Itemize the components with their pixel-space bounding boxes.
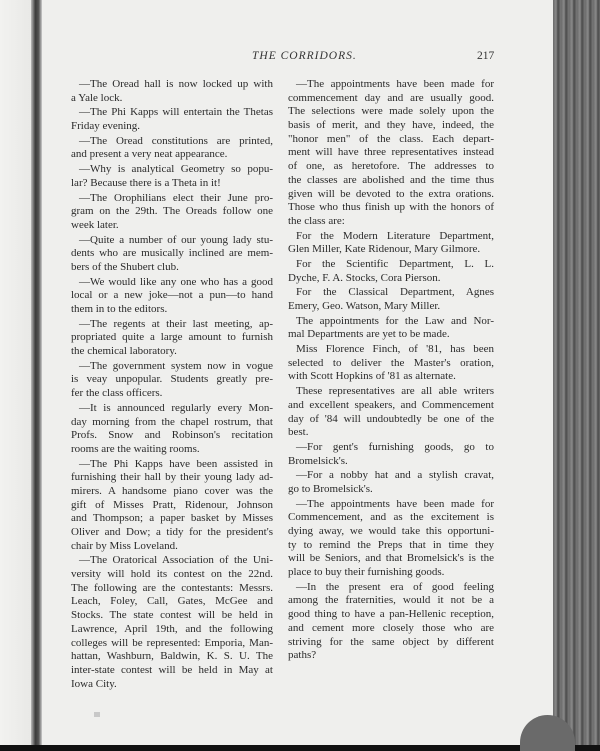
text-line: gram on the 29th. The Oreads follow one [71, 205, 273, 218]
left-column [71, 78, 273, 692]
text-line: —The government system now in vogue [79, 359, 273, 372]
text-line: Those who thus finish up with the honors of [288, 201, 494, 214]
text-line: mal Departments are yet to be made. [288, 328, 450, 341]
paragraph [288, 469, 494, 496]
paragraph [71, 135, 273, 162]
text-line: Glen Miller, Kate Ridenour, Mary Gilmore. [288, 243, 481, 256]
text-line: Lawrence, April 19th, and the following [71, 622, 273, 635]
text-line: inter-state contest will be held in May at [71, 663, 273, 676]
paragraph [71, 234, 273, 275]
paragraph [71, 163, 273, 190]
text-line: go to Bromelsick's. [288, 482, 373, 495]
text-line: local or a new joke—not a pun—to hand [71, 289, 273, 302]
text-line: —The Orophilians elect their June pro- [79, 191, 273, 204]
text-line: The following are the contestants: Messrs. [71, 581, 273, 594]
text-line: furnishing their hall by their young lady ad- [71, 471, 273, 484]
text-line: paths? [288, 649, 317, 662]
text-line: will be Seniors, and that Bromelsick's is the [288, 552, 494, 565]
text-line: colleges will be represented: Emporia, Man- [71, 636, 273, 649]
paragraph [71, 192, 273, 233]
text-line: —The Oread constitutions are printed, [79, 134, 273, 147]
text-line: —For a nobby hat and a stylish cravat, [296, 469, 494, 482]
page-number: 217 [477, 50, 495, 62]
text-line: and cement more closely those who are [288, 621, 494, 634]
text-line: —For gent's furnishing goods, go to [296, 440, 494, 453]
text-line: mirers. A handsome piano cover was the [71, 484, 273, 497]
text-line: Bromelsick's. [288, 454, 348, 467]
text-line: the chemical laboratory. [71, 345, 177, 358]
text-line: good thing to have a pan-Hellenic reception, [288, 608, 494, 621]
text-line: —The Oratorical Association of the Uni- [79, 554, 273, 567]
text-line: For the Scientific Department, L. L. [296, 257, 494, 270]
text-line: Oliver and Dow; a tidy for the president's [71, 526, 273, 538]
text-line: —Quite a number of our young lady stu- [79, 233, 273, 246]
paragraph [71, 318, 273, 359]
text-line: —The regents at their last meeting, ap- [79, 317, 273, 330]
text-line: For the Modern Literature Department, [296, 229, 494, 242]
text-line: Iowa City. [71, 677, 117, 690]
text-line: hattan, Washburn, Baldwin, K. S. U. The [71, 650, 273, 663]
text-line: versity will hold its contest on the 22nd. [71, 568, 273, 581]
text-line: —The Phi Kapps have been assisted in [79, 457, 273, 470]
right-column [288, 78, 494, 664]
page-header [42, 50, 554, 66]
text-line: with Scott Hopkins of '81 as alternate. [288, 370, 456, 383]
paragraph [71, 276, 273, 317]
text-line: —The appointments have been made for [296, 78, 494, 90]
text-line: Friday evening. [71, 120, 141, 133]
paragraph [288, 581, 494, 663]
text-line: —The Oread hall is now locked up with [79, 78, 273, 90]
paragraph [288, 230, 494, 257]
text-line: bers of the Shubert club. [71, 260, 179, 273]
paragraph [71, 402, 273, 457]
text-line: day of '84 will undoubtedly be one of the [288, 412, 494, 425]
text-line: best. [288, 426, 309, 439]
page-smudge [94, 712, 100, 717]
facing-page-edge [0, 0, 33, 745]
paragraph [71, 106, 273, 133]
text-line: The selections were made solely upon the [288, 105, 494, 118]
text-line: and present a very neat appearance. [71, 148, 228, 161]
text-line: The appointments for the Law and Nor- [296, 314, 494, 327]
paragraph [288, 498, 494, 580]
text-line: —The appointments have been made for [296, 497, 494, 510]
text-line: —We would like any one who has a good [79, 275, 273, 288]
paragraph [288, 315, 494, 342]
text-line: —In the present era of good feeling [296, 580, 494, 593]
paragraph [288, 78, 494, 229]
text-line: and excellent speakers, and Commencement [288, 398, 494, 411]
text-line: day morning from the chapel rostrum, that [71, 415, 273, 428]
paragraph [71, 78, 273, 105]
text-line: commencement day and are usually good. [288, 91, 494, 104]
book-gutter [31, 0, 42, 745]
text-line: gift of Misses Pratt, Ridenour, Johnson [71, 498, 273, 511]
text-line: Commencement, and as the excitement is [288, 511, 494, 524]
text-line: is veay unpopular. Students greatly pre- [71, 373, 273, 386]
text-line: selected to deliver the Master's oration, [288, 356, 494, 369]
paragraph [288, 441, 494, 468]
text-line: chair by Miss Loveland. [71, 539, 178, 552]
running-title: THE CORRIDORS. [252, 50, 357, 62]
text-line: —Why is analytical Geometry so popu- [79, 163, 273, 176]
text-line: ment will have three representatives instead [288, 146, 494, 159]
text-line: "honor men" of the class. Each depart- [288, 132, 494, 145]
text-line: the classes are abolished and the time thus [288, 173, 494, 186]
text-line: lar? Because there is a Theta in it! [71, 176, 221, 189]
text-line: striving for the same object by different [288, 635, 494, 648]
page-stack-edge [553, 0, 600, 745]
scan-bottom-border [0, 745, 600, 751]
text-line: propriated quite a large amount to furnish [71, 331, 273, 344]
paragraph [288, 343, 494, 384]
text-line: For the Classical Department, Agnes [296, 286, 494, 299]
text-line: place to buy their furnishing goods. [288, 566, 445, 579]
paragraph [288, 258, 494, 285]
text-line: Profs. Snow and Robinson's recitation [71, 429, 273, 442]
text-line: week later. [71, 218, 119, 231]
text-line: among the fraternities, would it not be a [288, 594, 494, 607]
text-line: —The Phi Kapps will entertain the Thetas [79, 106, 273, 119]
paragraph [71, 554, 273, 691]
text-line: and Thompson; a paper basket by Misses [71, 512, 273, 525]
text-line: the class are: [288, 214, 345, 227]
text-line: Dyche, F. A. Stocks, Cora Pierson. [288, 271, 441, 284]
text-line: ty to remind the Preps that in time they [288, 538, 494, 551]
paragraph [71, 360, 273, 401]
text-line: dying away, we would take this opportuni- [288, 525, 494, 537]
text-line: of one, as heretofore. The addresses to [288, 160, 494, 173]
text-line: fer the class officers. [71, 387, 163, 400]
text-line: them in to the editors. [71, 303, 168, 315]
paragraph [288, 286, 494, 313]
text-line: Stocks. The state contest will be held in [71, 609, 273, 622]
text-line: given will be devoted to the extra orations. [288, 187, 494, 200]
text-line: —It is announced regularly every Mon- [79, 401, 273, 414]
paragraph [71, 458, 273, 554]
text-line: Emery, Geo. Watson, Mary Miller. [288, 300, 441, 312]
paragraph [288, 385, 494, 440]
text-line: Miss Florence Finch, of '81, has been [296, 343, 494, 356]
text-line: These representatives are all able writers [296, 385, 494, 398]
text-line: dents who are musically inclined are mem- [71, 247, 273, 260]
text-line: rooms are the waiting rooms. [71, 442, 200, 455]
text-line: basis of merit, and they have, indeed, the [288, 119, 494, 132]
text-line: a Yale lock. [71, 91, 123, 104]
text-line: Leach, Foley, Call, Gates, McGee and [71, 595, 273, 608]
